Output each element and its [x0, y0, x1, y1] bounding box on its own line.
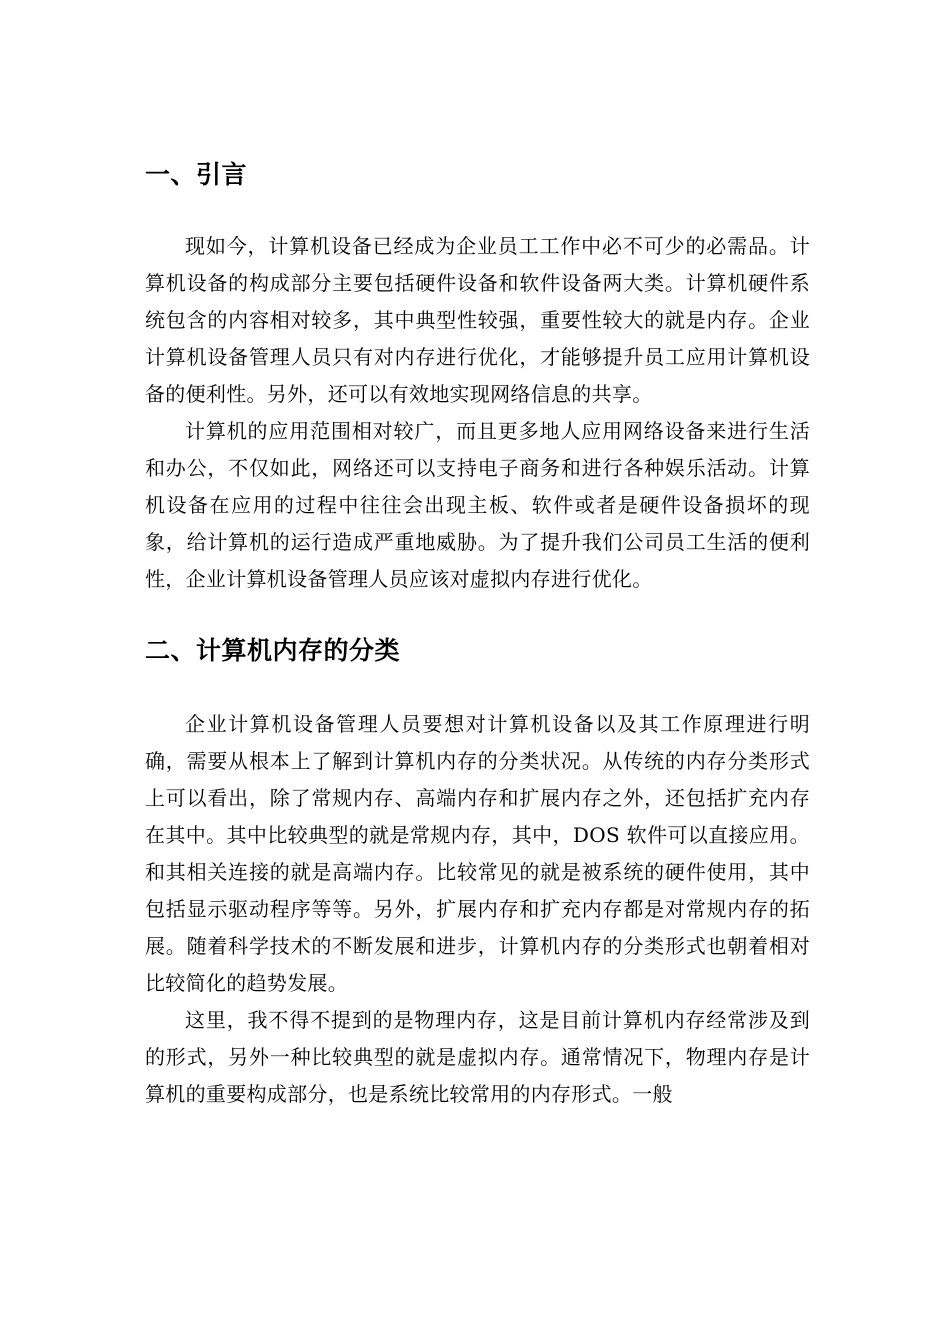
paragraph: 企业计算机设备管理人员要想对计算机设备以及其工作原理进行明确，需要从根本上了解到计算机内存的分类状况。从传统的内存分类形式上可以看出，除了常规内存、高端内存和扩展内存之外，还包括扩充内存在其中。其中比较典型的就是常规内存，其中，DOS 软件可以直接应用。和其相关连接的就是高端内存。比较常见的就是被系统的硬件使用，其中包括显示驱动程序等等。另外，扩展内存和扩充内存都是对常规内存的拓展。随着科学技术的不断发展和进步，计算机内存的分类形式也朝着相对比较简化的趋势发展。 — [145, 712, 810, 995]
document-body — [145, 150, 810, 1113]
section-heading-memory-classification: 二、计算机内存的分类 — [145, 636, 401, 665]
paragraph: 现如今，计算机设备已经成为企业员工工作中必不可少的必需品。计算机设备的构成部分主要包括硬件设备和软件设备两大类。计算机硬件系统包含的内容相对较多，其中典型性较强，重要性较大的就是内存。企业计算机设备管理人员只有对内存进行优化，才能够提升员工应用计算机设备的便利性。另外，还可以有效地实现网络信息的共享。 — [145, 234, 810, 406]
section-heading-introduction: 一、引言 — [145, 160, 248, 189]
paragraph: 这里，我不得不提到的是物理内存，这是目前计算机内存经常涉及到的形式，另外一种比较典型的就是虚拟内存。通常情况下，物理内存是计算机的重要构成部分，也是系统比较常用的内存形式。一般 — [145, 1008, 810, 1106]
paragraph: 计算机的应用范围相对较广，而且更多地人应用网络设备来进行生活和办公，不仅如此，网络还可以支持电子商务和进行各种娱乐活动。计算机设备在应用的过程中往往会出现主板、软件或者是硬件设备损坏的现象，给计算机的运行造成严重地威胁。为了提升我们公司员工生活的便利性，企业计算机设备管理人员应该对虚拟内存进行优化。 — [145, 419, 810, 591]
